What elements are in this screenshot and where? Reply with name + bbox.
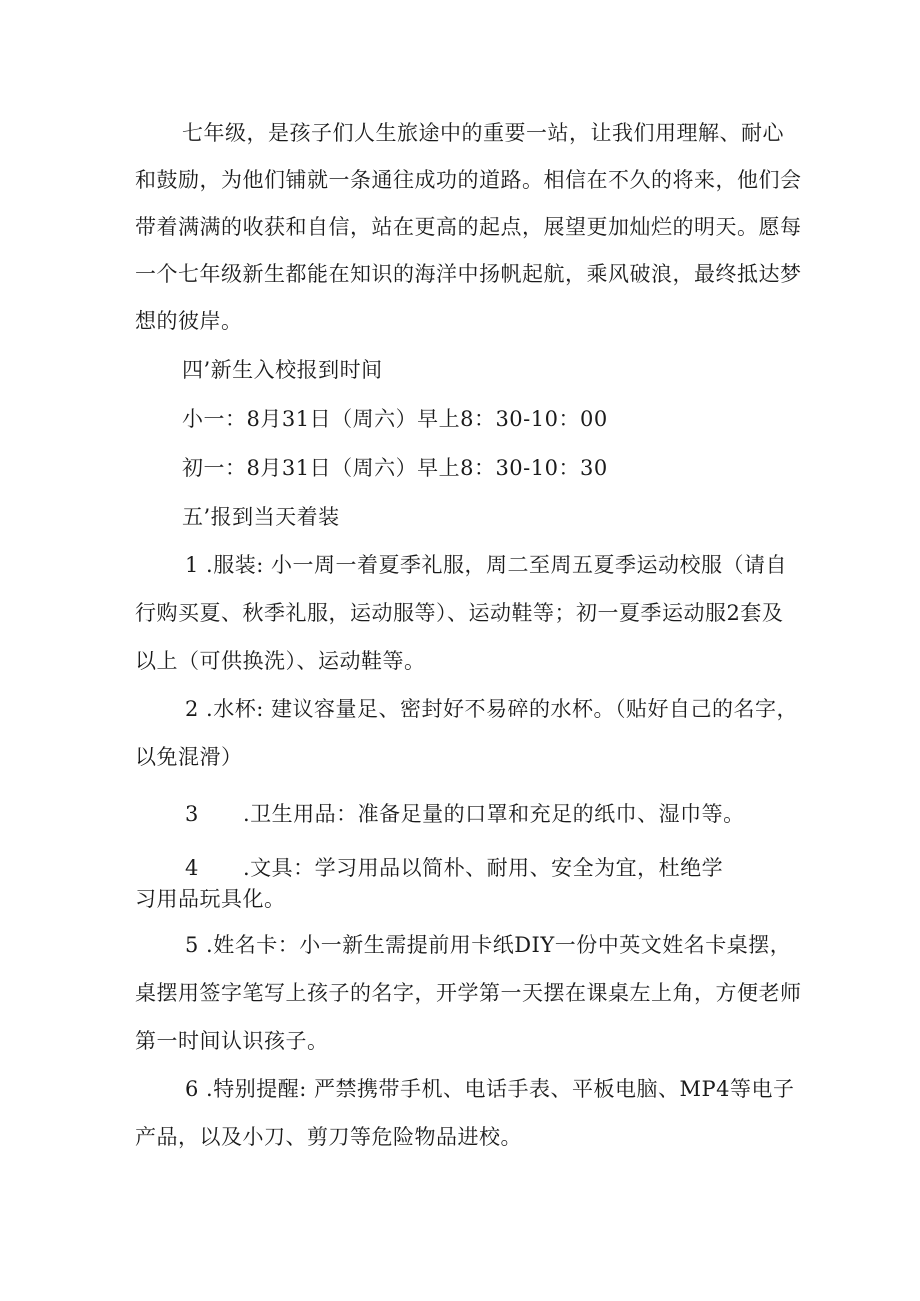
- item1-line-3: 以上（可供换洗）、运动鞋等。: [135, 649, 426, 673]
- schedule-junior: 初一：8月31日（周六）早上8：30-10：30: [182, 456, 608, 480]
- item3-text: .卫生用品：准备足量的口罩和充足的纸巾、湿巾等。: [243, 802, 745, 826]
- intro-line-3: 带着满满的收获和自信，站在更高的起点，展望更加灿烂的明天。愿每: [135, 215, 802, 239]
- section5-heading: 五’报到当天着装: [182, 505, 340, 529]
- item3-number: 3: [185, 802, 199, 826]
- item1-line-1: 1 .服装: 小一周一着夏季礼服，周二至周五夏季运动校服（请自: [185, 553, 787, 577]
- item5-line-1: 5 .姓名卡：小一新生需提前用卡纸DIY一份中英文姓名卡桌摆，: [185, 933, 792, 957]
- item5-line-2: 桌摆用签字笔写上孩子的名字，开学第一天摆在课桌左上角，方便老师: [135, 981, 802, 1005]
- item6-line-2: 产品，以及小刀、剪刀等危险物品进校。: [135, 1125, 522, 1149]
- item4-continuation: 习用品玩具化。: [135, 887, 286, 911]
- item4-text: .文具：学习用品以简朴、耐用、安全为宜，杜绝学: [243, 856, 724, 880]
- item2-line-2: 以免混滑）: [135, 745, 243, 769]
- intro-line-1: 七年级，是孩子们人生旅途中的重要一站，让我们用理解、耐心: [182, 121, 784, 145]
- section4-heading: 四’新生入校报到时间: [182, 358, 383, 382]
- intro-line-5: 想的彼岸。: [135, 309, 243, 333]
- item5-line-3: 第一时间认识孩子。: [135, 1029, 329, 1053]
- intro-line-2: 和鼓励，为他们铺就一条通往成功的道路。相信在不久的将来，他们会: [135, 168, 802, 192]
- intro-line-4: 一个七年级新生都能在知识的海洋中扬帆起航，乘风破浪，最终抵达梦: [135, 262, 802, 286]
- item6-line-1: 6 .特别提醒: 严禁携带手机、电话手表、平板电脑、MP4等电子: [185, 1077, 795, 1101]
- item4-number: 4: [185, 856, 199, 880]
- item2-line-1: 2 .水杯: 建议容量足、密封好不易碎的水杯。（贴好自己的名字，: [185, 697, 798, 721]
- item1-line-2: 行购买夏、秋季礼服，运动服等）、运动鞋等；初一夏季运动服2套及: [135, 601, 784, 625]
- schedule-primary: 小一：8月31日（周六）早上8：30-10：00: [182, 407, 608, 431]
